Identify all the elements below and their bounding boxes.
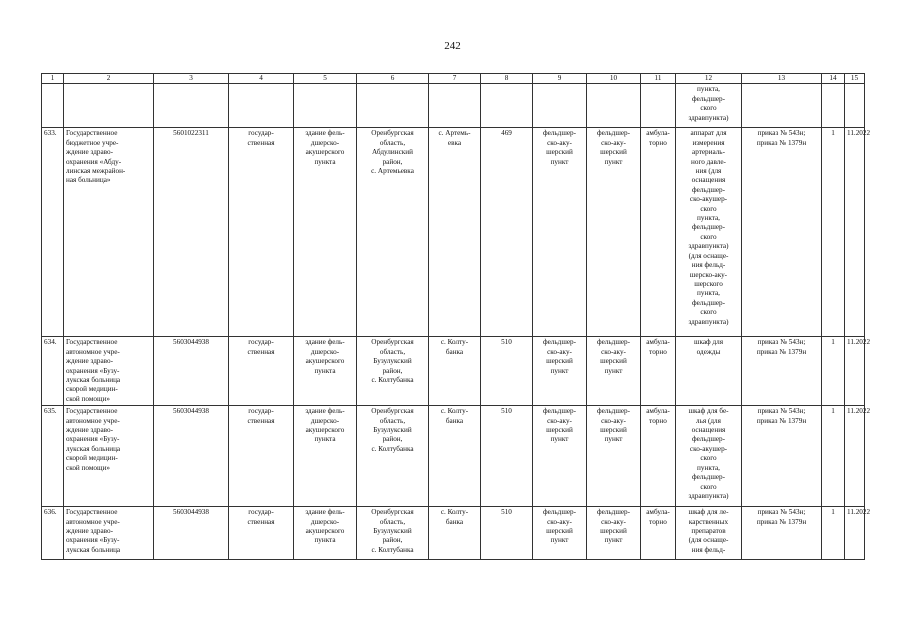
cont-cell — [294, 84, 357, 128]
cont-cell — [229, 84, 294, 128]
continuation-row — [42, 84, 865, 128]
address-cell: Оренбургская область, Абдулинский район, с. Артемьевка — [357, 128, 429, 337]
header-col-10: 10 — [587, 74, 641, 84]
facility-type-2-cell: фельдшер- ско-аку- шерский пункт — [587, 406, 641, 507]
row-number: 635. — [42, 406, 64, 507]
row-number: 633. — [42, 128, 64, 337]
header-col-7: 7 — [429, 74, 481, 84]
ownership-cell: государ- ственная — [229, 406, 294, 507]
facility-type-2-cell: фельдшер- ско-аку- шерский пункт — [587, 507, 641, 560]
order-cell: приказ № 543н; приказ № 1379н — [742, 406, 822, 507]
quantity-cell: 1 — [822, 406, 845, 507]
date-cell: 11.2022 — [845, 406, 865, 507]
organization-cell: Государственное автономное учре- ждение здраво- охранения «Бузу- лукская больница — [64, 507, 154, 560]
order-cell: приказ № 543н; приказ № 1379н — [742, 128, 822, 337]
settlement-cell: с. Колту- банка — [429, 507, 481, 560]
ownership-cell: государ- ственная — [229, 337, 294, 406]
header-col-9: 9 — [533, 74, 587, 84]
row-number: 636. — [42, 507, 64, 560]
page-number: 242 — [444, 40, 461, 52]
cont-equipment-cell: пункта, фельдшер- ского здравпункта) — [676, 84, 742, 128]
equipment-cell: аппарат для измерения артериаль- ного давле- ния (для оснащения фельдшер- ско-акушер- ского пункта, фельдшер- ского здравпункта) (для оснаще- ния фельд- шерско-аку- шерского пункта, фельдшер- ского здравпункта) — [676, 128, 742, 337]
register-table — [41, 73, 871, 560]
ownership-cell: государ- ственная — [229, 128, 294, 337]
facility-type-2-cell: фельдшер- ско-аку- шерский пункт — [587, 128, 641, 337]
header-col-2: 2 — [64, 74, 154, 84]
address-cell: Оренбургская область, Бузулукский район, с. Колтубанка — [357, 337, 429, 406]
equipment-cell: шкаф для бе- лья (для оснащения фельдшер- ско-акушер- ского пункта, фельдшер- ского здравпункта) — [676, 406, 742, 507]
population-cell: 510 — [481, 507, 533, 560]
cont-cell — [641, 84, 676, 128]
facility-type-cell: фельдшер- ско-аку- шерский пункт — [533, 337, 587, 406]
header-col-6: 6 — [357, 74, 429, 84]
ownership-cell: государ- ственная — [229, 507, 294, 560]
address-cell: Оренбургская область, Бузулукский район, с. Колтубанка — [357, 406, 429, 507]
cont-cell — [845, 84, 865, 128]
organization-cell: Государственное автономное учре- ждение здраво- охранения «Бузу- лукская больница скорой медицин- ской помощи» — [64, 337, 154, 406]
building-cell: здание фель- дшерско- акушерского пункта — [294, 406, 357, 507]
organization-cell: Государственное автономное учре- ждение здраво- охранения «Бузу- лукская больница скорой медицин- ской помощи» — [64, 406, 154, 507]
header-col-4: 4 — [229, 74, 294, 84]
settlement-cell: с. Колту- банка — [429, 337, 481, 406]
header-col-1: 1 — [42, 74, 64, 84]
table-row — [42, 337, 865, 406]
population-cell: 469 — [481, 128, 533, 337]
header-col-3: 3 — [154, 74, 229, 84]
cont-cell — [42, 84, 64, 128]
table-row — [42, 507, 865, 560]
settlement-cell: с. Колту- банка — [429, 406, 481, 507]
building-cell: здание фель- дшерско- акушерского пункта — [294, 507, 357, 560]
address-cell: Оренбургская область, Бузулукский район, с. Колтубанка — [357, 507, 429, 560]
equipment-cell: шкаф для ле- карственных препаратов (для оснаще- ния фельд- — [676, 507, 742, 560]
organization-cell: Государственное бюджетное учре- ждение здраво- охранения «Абду- линская межрайон- ная больница» — [64, 128, 154, 337]
settlement-cell: с. Артемь- евка — [429, 128, 481, 337]
cont-cell — [154, 84, 229, 128]
care-form-cell: амбула- торно — [641, 128, 676, 337]
date-cell: 11.2022 — [845, 507, 865, 560]
table-row — [42, 128, 865, 337]
equipment-cell: шкаф для одежды — [676, 337, 742, 406]
cont-cell — [587, 84, 641, 128]
header-col-11: 11 — [641, 74, 676, 84]
cont-cell — [533, 84, 587, 128]
inn-cell: 5601022311 — [154, 128, 229, 337]
order-cell: приказ № 543н; приказ № 1379н — [742, 337, 822, 406]
header-row — [42, 74, 865, 84]
date-cell: 11.2022 — [845, 337, 865, 406]
cont-cell — [64, 84, 154, 128]
row-number: 634. — [42, 337, 64, 406]
care-form-cell: амбула- торно — [641, 337, 676, 406]
table-row — [42, 406, 865, 507]
inn-cell: 5603044938 — [154, 507, 229, 560]
header-col-13: 13 — [742, 74, 822, 84]
facility-type-cell: фельдшер- ско-аку- шерский пункт — [533, 406, 587, 507]
order-cell: приказ № 543н; приказ № 1379н — [742, 507, 822, 560]
cont-cell — [429, 84, 481, 128]
population-cell: 510 — [481, 406, 533, 507]
quantity-cell: 1 — [822, 337, 845, 406]
facility-type-cell: фельдшер- ско-аку- шерский пункт — [533, 128, 587, 337]
facility-type-2-cell: фельдшер- ско-аку- шерский пункт — [587, 337, 641, 406]
quantity-cell: 1 — [822, 128, 845, 337]
care-form-cell: амбула- торно — [641, 406, 676, 507]
population-cell: 510 — [481, 337, 533, 406]
building-cell: здание фель- дшерско- акушерского пункта — [294, 128, 357, 337]
quantity-cell: 1 — [822, 507, 845, 560]
cont-cell — [481, 84, 533, 128]
date-cell: 11.2022 — [845, 128, 865, 337]
inn-cell: 5603044938 — [154, 337, 229, 406]
header-col-14: 14 — [822, 74, 845, 84]
inn-cell: 5603044938 — [154, 406, 229, 507]
facility-type-cell: фельдшер- ско-аку- шерский пункт — [533, 507, 587, 560]
header-col-8: 8 — [481, 74, 533, 84]
cont-cell — [822, 84, 845, 128]
building-cell: здание фель- дшерско- акушерского пункта — [294, 337, 357, 406]
cont-cell — [742, 84, 822, 128]
cont-cell — [357, 84, 429, 128]
header-col-15: 15 — [845, 74, 865, 84]
care-form-cell: амбула- торно — [641, 507, 676, 560]
header-col-5: 5 — [294, 74, 357, 84]
header-col-12: 12 — [676, 74, 742, 84]
